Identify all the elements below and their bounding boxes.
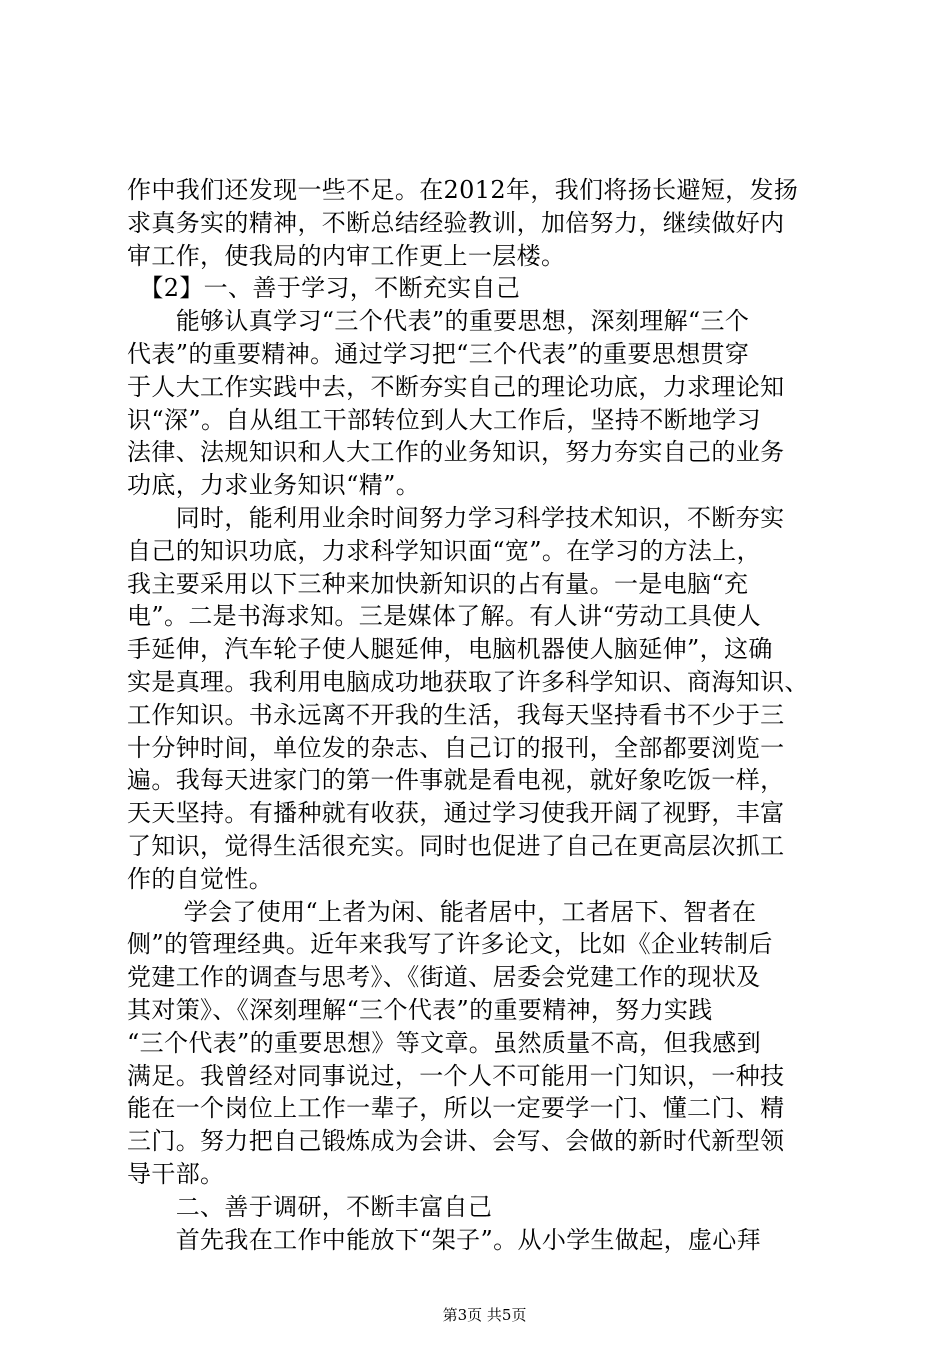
text-line: 审工作，使我局的内审工作更上一层楼。 — [127, 241, 566, 270]
text-line: 三门。努力把自己锻炼成为会讲、会写、会做的新时代新型领 — [127, 1127, 785, 1156]
text-line: 天天坚持。有播种就有收获，通过学习使我开阔了视野，丰富 — [127, 799, 785, 828]
text-line: 能在一个岗位上工作一辈子，所以一定要学一门、懂二门、精 — [127, 1094, 785, 1123]
text-line: 作的自觉性。 — [127, 864, 274, 893]
text-line: 十分钟时间，单位发的杂志、自己订的报刊，全部都要浏览一 — [127, 733, 785, 762]
text-line: 实是真理。我利用电脑成功地获取了许多科学知识、商海知识、 — [127, 667, 809, 696]
text-line: 于人大工作实践中去，不断夯实自己的理论功底，力求理论知 — [127, 372, 785, 401]
text-line: 作中我们还发现一些不足。在2012年，我们将扬长避短，发扬 — [127, 176, 799, 204]
text-line: 我主要采用以下三种来加快新知识的占有量。一是电脑“充 — [127, 569, 749, 598]
text-line: 代表”的重要精神。通过学习把“三个代表”的重要思想贯穿 — [127, 339, 750, 368]
text-line: 求真务实的精神，不断总结经验教训，加倍努力，继续做好内 — [127, 208, 785, 237]
section-heading: 二、善于调研，不断丰富自己 — [127, 1192, 493, 1221]
text-line: 满足。我曾经对同事说过，一个人不可能用一门知识，一种技 — [127, 1061, 785, 1090]
text-line: 其对策》、《深刻理解“三个代表”的重要精神，努力实践 — [127, 995, 713, 1024]
text-line: 能够认真学习“三个代表”的重要思想，深刻理解“三个 — [127, 307, 750, 336]
text-line: 导干部。 — [127, 1159, 225, 1188]
text-line: 侧”的管理经典。近年来我写了许多论文，比如《企业转制后 — [127, 930, 773, 959]
document-body — [127, 174, 827, 1256]
text-line: 首先我在工作中能放下“架子”。从小学生做起，虚心拜 — [127, 1225, 761, 1254]
text-line: 了知识，觉得生活很充实。同时也促进了自己在更高层次抓工 — [127, 831, 785, 860]
text-line: 党建工作的调查与思考》、《街道、居委会党建工作的现状及 — [127, 963, 761, 992]
text-line: 识“深”。自从组工干部转位到人大工作后，坚持不断地学习 — [127, 405, 761, 434]
text-line: 自己的知识功底，力求科学知识面“宽”。在学习的方法上， — [127, 536, 761, 565]
page-number-label: 第3页 共5页 — [442, 1306, 527, 1324]
text-line: “三个代表”的重要思想》等文章。虽然质量不高，但我感到 — [127, 1028, 761, 1057]
section-heading: 【2】一、善于学习，不断充实自己 — [127, 274, 521, 303]
text-line: 电”。二是书海求知。三是媒体了解。有人讲“劳动工具使人 — [127, 602, 761, 631]
text-line: 同时，能利用业余时间努力学习科学技术知识，不断夯实 — [127, 503, 785, 532]
text-line: 遍。我每天进家门的第一件事就是看电视，就好象吃饭一样， — [127, 766, 785, 795]
text-line: 工作知识。书永远离不开我的生活，我每天坚持看书不少于三 — [127, 700, 785, 729]
text-line: 手延伸，汽车轮子使人腿延伸，电脑机器使人脑延伸”，这确 — [127, 635, 773, 664]
page-footer — [0, 1285, 950, 1345]
text-line: 学会了使用“上者为闲、能者居中，工者居下、智者在 — [127, 897, 757, 926]
text-line: 法律、法规知识和人大工作的业务知识，努力夯实自己的业务 — [127, 438, 785, 467]
text-line: 功底，力求业务知识“精”。 — [127, 471, 421, 500]
